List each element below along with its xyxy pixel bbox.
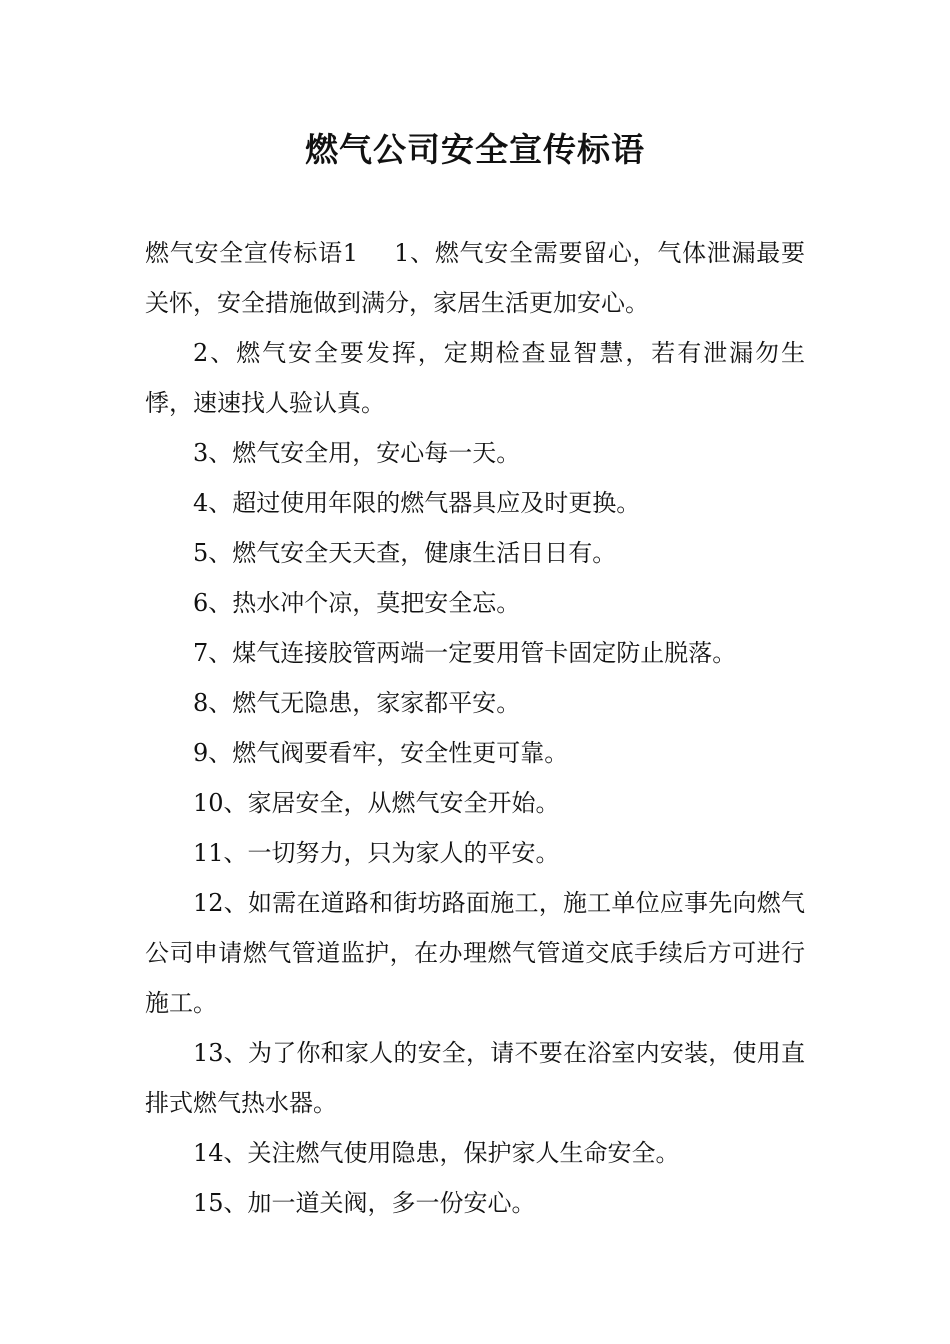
paragraph-1 xyxy=(145,228,805,328)
paragraph-4: 4、超过使用年限的燃气器具应及时更换。 xyxy=(193,489,641,517)
paragraph-14: 14、关注燃气使用隐患，保护家人生命安全。 xyxy=(193,1139,680,1167)
paragraph-7: 7、煤气连接胶管两端一定要用管卡固定防止脱落。 xyxy=(193,639,737,667)
paragraph-2: 2、燃气安全要发挥，定期检查显智慧，若有泄漏勿生悸，速速找人验认真。 xyxy=(145,339,805,417)
paragraph-3: 3、燃气安全用，安心每一天。 xyxy=(193,439,521,467)
paragraph-13: 13、为了你和家人的安全，请不要在浴室内安装，使用直排式燃气热水器。 xyxy=(145,1039,805,1117)
section-heading: 燃气安全宣传标语1 xyxy=(145,239,359,267)
paragraph-12: 12、如需在道路和街坊路面施工，施工单位应事先向燃气公司申请燃气管道监护，在办理燃气管道交底手续后方可进行施工。 xyxy=(145,889,805,1017)
paragraph-6: 6、热水冲个凉，莫把安全忘。 xyxy=(193,589,521,617)
paragraph-10: 10、家居安全，从燃气安全开始。 xyxy=(193,789,560,817)
paragraph-15: 15、加一道关阀，多一份安心。 xyxy=(193,1189,536,1217)
document-body xyxy=(145,228,805,1228)
paragraph-5: 5、燃气安全天天查，健康生活日日有。 xyxy=(193,539,617,567)
paragraph-11: 11、一切努力，只为家人的平安。 xyxy=(193,839,560,867)
slogan-text: 1、燃气安全需要留心，气体泄漏最要关怀，安全措施做到满分，家居生活更加安心。 xyxy=(145,239,805,317)
paragraph-8: 8、燃气无隐患，家家都平安。 xyxy=(193,689,521,717)
paragraph-9: 9、燃气阀要看牢，安全性更可靠。 xyxy=(193,739,569,767)
document-title: 燃气公司安全宣传标语 xyxy=(305,130,645,169)
